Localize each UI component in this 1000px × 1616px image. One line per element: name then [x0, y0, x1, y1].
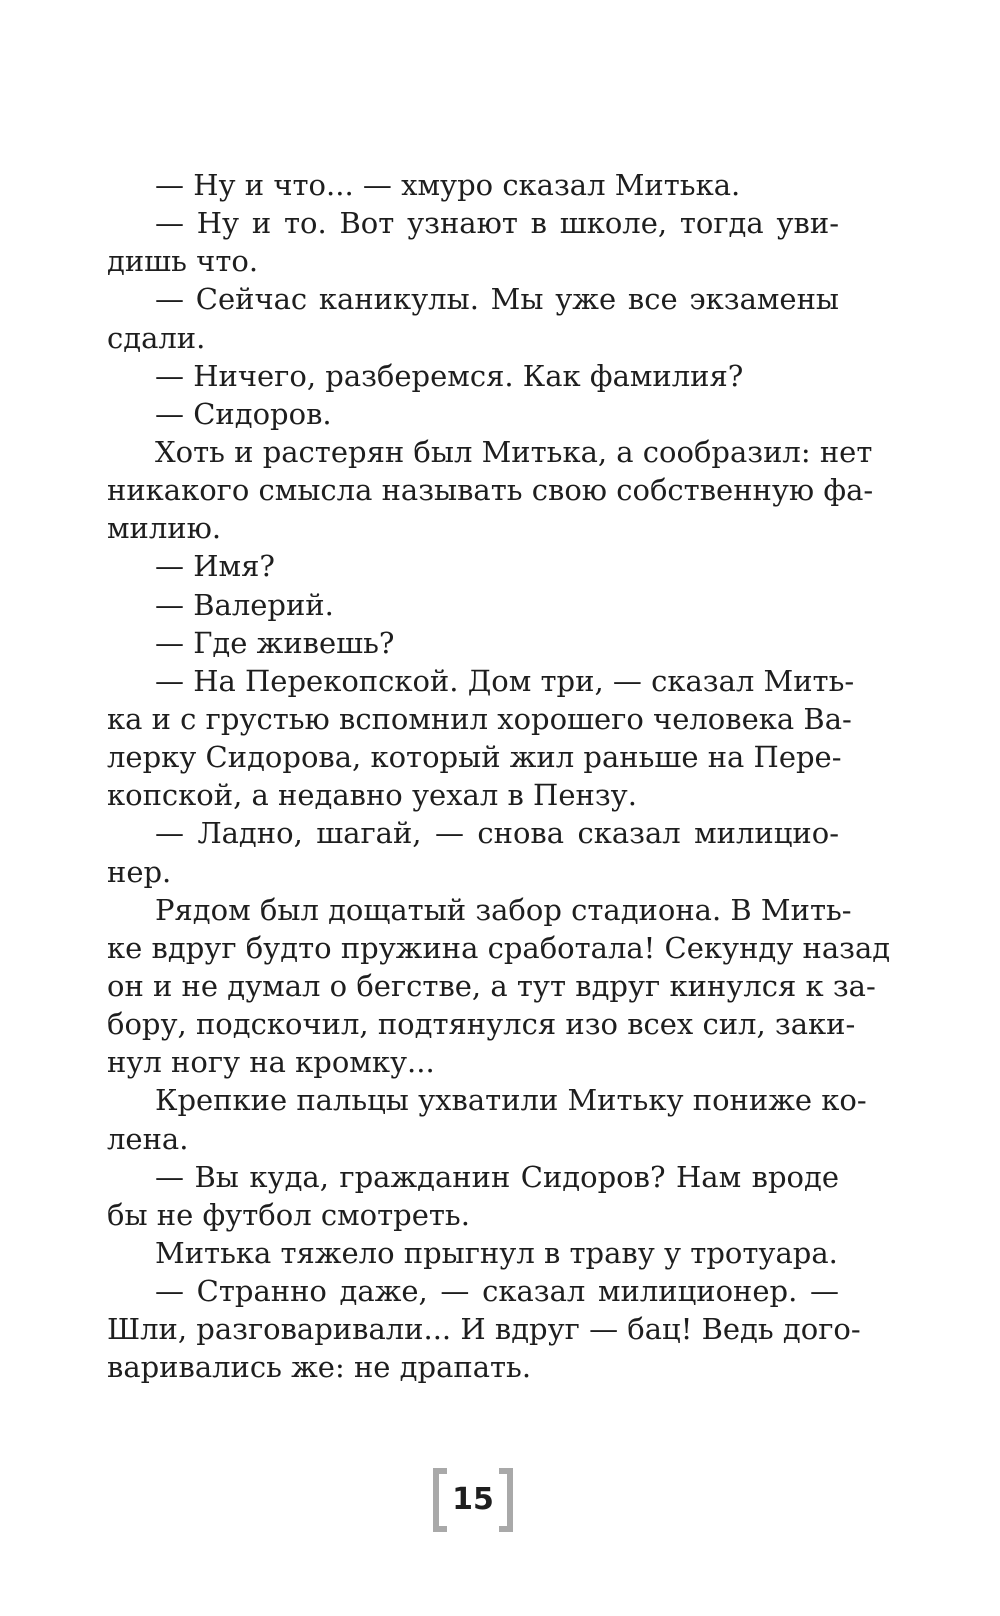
text-line: ка и с грустью вспомнил хорошего человека Ва-: [107, 701, 852, 736]
text-line: — На Перекопской. Дом три, — сказал Мить-: [155, 663, 855, 698]
text-line: — Сейчас каникулы. Мы уже все экзамены: [155, 282, 839, 317]
text-line: Митька тяжело прыгнул в траву у тротуара.: [155, 1235, 838, 1270]
text-line: дишь что.: [107, 244, 259, 279]
text-line: — Где живешь?: [155, 625, 395, 660]
text-line: бору, подскочил, подтянулся изо всех сил, заки-: [107, 1007, 856, 1042]
text-line: Хоть и растерян был Митька, а сообразил: нет: [155, 434, 873, 469]
text-line: — Странно даже, — сказал милиционер. —: [155, 1274, 839, 1309]
text-line: сдали.: [107, 320, 206, 355]
page-number-box: [433, 1468, 513, 1532]
text-line: Рядом был дощатый забор стадиона. В Мить-: [155, 892, 852, 927]
text-line: лена.: [107, 1121, 189, 1156]
text-line: бы не футбол смотреть.: [107, 1197, 470, 1232]
text-line: нул ногу на кромку...: [107, 1045, 435, 1080]
text-line: — Сидоров.: [155, 396, 332, 431]
text-line: лерку Сидорова, который жил раньше на Пере-: [107, 740, 842, 775]
text-line: никакого смысла называть свою собственную фа-: [107, 473, 874, 508]
text-line: милию.: [107, 511, 222, 546]
text-line: — Имя?: [155, 549, 275, 584]
text-line: Крепкие пальцы ухватили Митьку пониже ко-: [155, 1083, 867, 1118]
body-text: [107, 166, 891, 1387]
text-line: — Вы куда, гражданин Сидоров? Нам вроде: [155, 1159, 839, 1194]
text-line: он и не думал о бегстве, а тут вдруг кинулся к за-: [107, 968, 876, 1003]
text-line: — Ну и что... — хмуро сказал Митька.: [155, 168, 741, 202]
right-bracket: [499, 1468, 513, 1532]
page-number: 15: [452, 1482, 494, 1517]
text-line: — Валерий.: [155, 587, 334, 622]
text-line: копской, а недавно уехал в Пензу.: [107, 778, 637, 813]
text-line: — Ладно, шагай, — снова сказал милицио-: [155, 816, 839, 851]
text-line: ке вдруг будто пружина сработала! Секунду назад: [107, 930, 891, 965]
text-line: Шли, разговаривали... И вдруг — бац! Ведь дого-: [107, 1312, 861, 1347]
text-line: — Ничего, разберемся. Как фамилия?: [155, 358, 744, 393]
text-line: варивались же: не драпать.: [107, 1350, 532, 1385]
text-line: — Ну и то. Вот узнают в школе, тогда уви-: [155, 206, 839, 241]
text-line: нер.: [107, 854, 172, 889]
